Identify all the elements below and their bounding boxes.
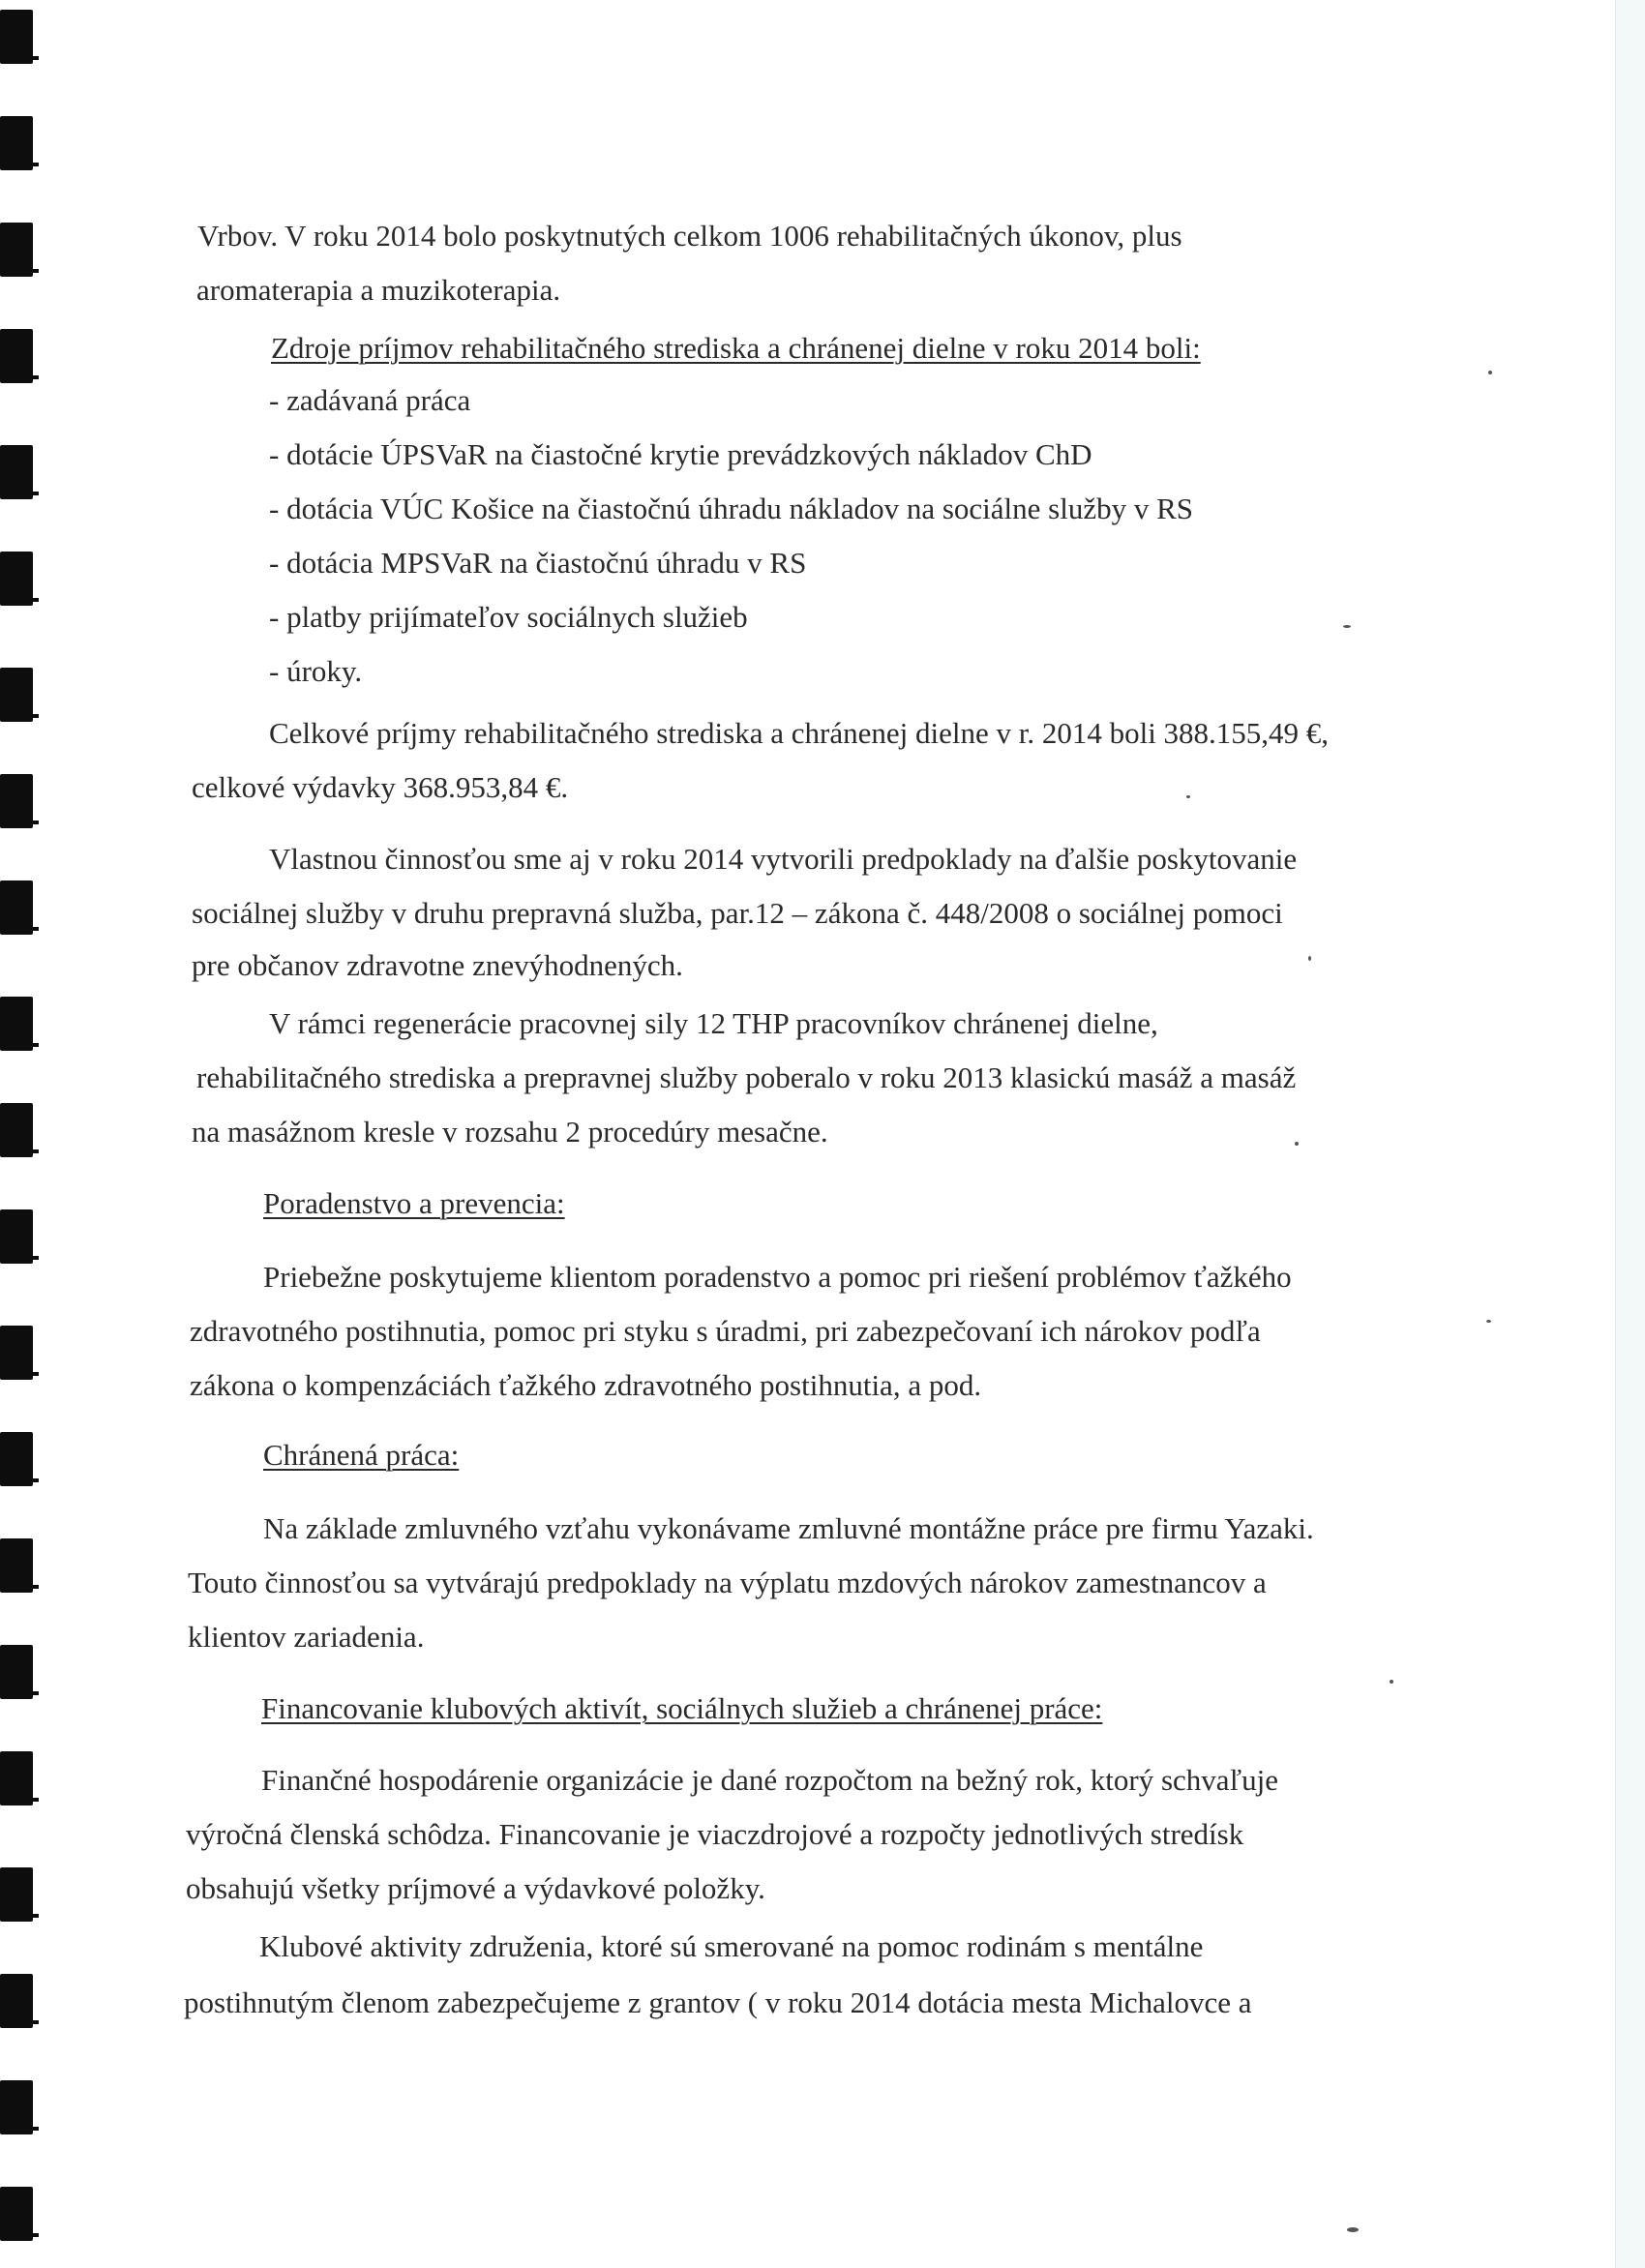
binding-hole — [0, 880, 33, 935]
section-heading-counseling: Poradenstvo a prevencia: — [263, 1186, 565, 1220]
scan-speck — [1295, 1142, 1299, 1146]
list-item-6: - úroky. — [269, 654, 363, 688]
text-line-25: klientov zariadenia. — [188, 1620, 425, 1654]
text-line-1: Vrbov. V roku 2014 bolo poskytnutých celkom 1006 rehabilitačných úkonov, plus — [197, 219, 1182, 253]
spiral-binding — [0, 0, 39, 2268]
binding-hole — [0, 997, 33, 1051]
binding-hole — [0, 1751, 33, 1805]
binding-hole — [0, 552, 33, 606]
text-line-16: rehabilitačného strediska a prepravnej služby poberalo v roku 2013 klasickú masáž a masáž — [196, 1060, 1297, 1094]
scan-speck — [1486, 1320, 1491, 1323]
scan-speck — [1347, 2227, 1359, 2232]
binding-hole — [0, 329, 33, 383]
binding-hole — [0, 1645, 33, 1699]
binding-hole — [0, 774, 33, 828]
scan-speck — [1343, 625, 1351, 628]
text-line-30: Klubové aktivity združenia, ktoré sú smerované na pomoc rodinám s mentálne — [259, 1929, 1204, 1963]
section-heading-protected-work: Chránená práca: — [263, 1438, 460, 1472]
text-line-27: Finančné hospodárenie organizácie je dané rozpočtom na bežný rok, ktorý schvaľuje — [261, 1763, 1278, 1797]
binding-hole — [0, 1538, 33, 1593]
text-line-23: Na základe zmluvného vzťahu vykonávame zmluvné montážne práce pre firmu Yazaki. — [263, 1511, 1314, 1545]
list-item-4: - dotácia MPSVaR na čiastočnú úhradu v RS — [269, 546, 807, 580]
text-line-2: aromaterapia a muzikoterapia. — [196, 273, 561, 307]
binding-hole — [0, 1867, 33, 1922]
binding-hole — [0, 1974, 33, 2028]
text-line-15: V rámci regenerácie pracovnej sily 12 THP pracovníkov chránenej dielne, — [269, 1006, 1158, 1040]
binding-hole — [0, 1103, 33, 1157]
scan-speck — [1390, 1680, 1393, 1684]
section-heading-income-sources: Zdroje príjmov rehabilitačného strediska a chránenej dielne v roku 2014 boli: — [271, 331, 1201, 365]
binding-hole — [0, 1326, 33, 1380]
text-line-31: postihnutým členom zabezpečujeme z grantov ( v roku 2014 dotácia mesta Michalovce a — [184, 1985, 1252, 2019]
text-line-totals-1: Celkové príjmy rehabilitačného strediska a chránenej dielne v r. 2014 boli 388.155,49 €, — [269, 716, 1330, 750]
section-heading-financing: Financovanie klubových aktivít, sociálnych služieb a chránenej práce: — [261, 1691, 1103, 1725]
scan-speck — [1308, 956, 1311, 961]
text-line-28: výročná členská schôdza. Financovanie je viaczdrojové a rozpočty jednotlivých stredísk — [186, 1817, 1244, 1851]
text-line-12: Vlastnou činnosťou sme aj v roku 2014 vytvorili predpoklady na ďalšie poskytovanie — [269, 842, 1298, 876]
text-line-14: pre občanov zdravotne znevýhodnených. — [192, 948, 683, 982]
text-line-20: zdravotného postihnutia, pomoc pri styku s úradmi, pri zabezpečovaní ich nárokov podľa — [190, 1314, 1261, 1348]
binding-hole — [0, 2187, 33, 2241]
text-line-19: Priebežne poskytujeme klientom poradenstvo a pomoc pri riešení problémov ťažkého — [263, 1260, 1292, 1294]
text-line-29: obsahujú všetky príjmové a výdavkové položky. — [186, 1871, 765, 1905]
binding-hole — [0, 445, 33, 499]
text-line-totals-2: celkové výdavky 368.953,84 €. — [192, 770, 569, 804]
binding-hole — [0, 1432, 33, 1486]
text-line-21: zákona o kompenzáciách ťažkého zdravotného postihnutia, a pod. — [190, 1368, 982, 1402]
list-item-5: - platby prijímateľov sociálnych služieb — [269, 600, 748, 634]
binding-hole — [0, 2080, 33, 2134]
text-line-13: sociálnej služby v druhu prepravná služba, par.12 – zákona č. 448/2008 o sociálnej pomoci — [192, 896, 1283, 930]
binding-hole — [0, 116, 33, 170]
scan-speck — [1488, 371, 1492, 374]
list-item-2: - dotácie ÚPSVaR na čiastočné krytie prevádzkových nákladov ChD — [269, 437, 1092, 471]
binding-hole — [0, 668, 33, 722]
binding-hole — [0, 1209, 33, 1264]
list-item-1: - zadávaná práca — [269, 383, 471, 417]
binding-hole — [0, 10, 33, 64]
binding-hole — [0, 223, 33, 277]
scan-speck — [1186, 795, 1190, 798]
list-item-3: - dotácia VÚC Košice na čiastočnú úhradu nákladov na sociálne služby v RS — [269, 492, 1194, 525]
text-line-24: Touto činnosťou sa vytvárajú predpoklady na výplatu mzdových nárokov zamestnancov a — [188, 1566, 1267, 1599]
text-line-17: na masážnom kresle v rozsahu 2 procedúry mesačne. — [192, 1115, 828, 1149]
page-edge — [1615, 0, 1645, 2268]
